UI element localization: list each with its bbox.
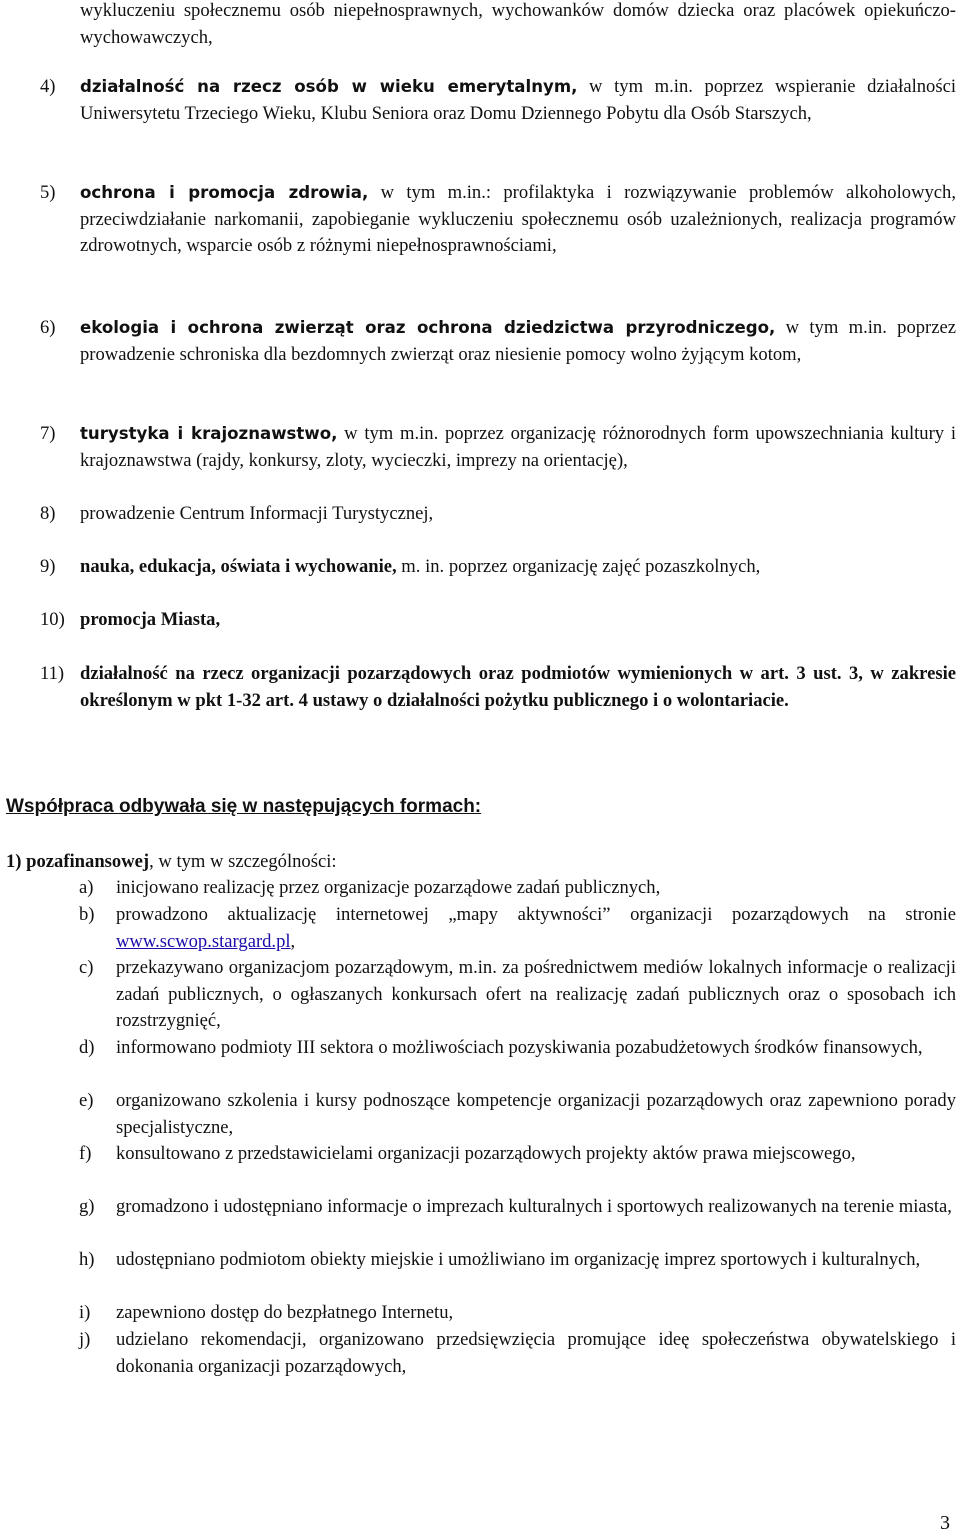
- item-rest-text: w tym m.in. poprzez prowadzenie schroniska dla bezdomnych zwierząt oraz niesienie pomocy wolno żyjącym kotom,: [80, 317, 956, 365]
- section-1-title: [6, 849, 946, 876]
- sub-item-letter: h): [79, 1249, 95, 1270]
- item-number: 10): [40, 609, 65, 630]
- sub-item-text-after: ,: [290, 930, 296, 952]
- item-text: [80, 180, 956, 260]
- item-bold-text: ekologia i ochrona zwierząt oraz ochrona dziedzictwa przyrodniczego,: [80, 318, 776, 337]
- section-1-bold: 1) pozafinansowej: [6, 851, 150, 872]
- paragraph-continuation: wykluczeniu społecznemu osób niepełnosprawnych, wychowanków domów dziecka oraz placówek opiekuńczo- wychowawczych,: [80, 0, 956, 48]
- list-item-10: [40, 607, 956, 634]
- page-number: 3: [940, 1512, 950, 1534]
- item-text: [80, 315, 956, 368]
- sub-item-d: [79, 1035, 956, 1062]
- item-number: 11): [40, 663, 65, 684]
- item-number: 8): [40, 503, 56, 524]
- sub-item-text: przekazywano organizacjom pozarządowym, m.in. za pośrednictwem mediów lokalnych informacje o realizacji zadań publicznych, o ogłaszanych konkursach ofert na realizację zadań publicznych oraz o sposobach ich rozstrzygnięć,: [116, 957, 956, 1031]
- sub-item-i: [79, 1300, 956, 1327]
- sub-item-letter: j): [79, 1329, 91, 1350]
- sub-item-letter: a): [79, 877, 94, 898]
- item-number: 5): [40, 182, 56, 203]
- website-link[interactable]: www.scwop.stargard.pl: [116, 930, 291, 952]
- list-item-5: [40, 180, 956, 260]
- sub-item-text: udzielano rekomendacji, organizowano przedsięwzięcia promujące ideę społeczeństwa obywatelskiego i dokonania organizacji pozarządowych,: [116, 1329, 956, 1377]
- sub-item-g: [79, 1194, 956, 1221]
- sub-item-letter: g): [79, 1196, 95, 1217]
- sub-item-letter: i): [79, 1302, 91, 1323]
- item-bold-text: działalność na rzecz osób w wieku emerytalnym,: [80, 77, 578, 96]
- sub-item-letter: d): [79, 1037, 95, 1058]
- sub-item-letter: e): [79, 1090, 94, 1111]
- item-number: 7): [40, 423, 56, 444]
- sub-item-h: [79, 1247, 956, 1274]
- list-item-11: [40, 661, 956, 714]
- list-item-6: [40, 315, 956, 368]
- sub-item-text: informowano podmioty III sektora o możliwościach pozyskiwania pozabudżetowych środków finansowych,: [116, 1037, 923, 1058]
- sub-item-text: udostępniano podmiotom obiekty miejskie i umożliwiano im organizację imprez sportowych i kulturalnych,: [116, 1249, 921, 1270]
- sub-item-a: [79, 875, 956, 902]
- sub-item-letter: f): [79, 1143, 92, 1164]
- item-text: [80, 607, 956, 634]
- list-item-8: [40, 501, 956, 528]
- item-bold-text: turystyka i krajoznawstwo,: [80, 424, 338, 443]
- section-1-rest: , w tym w szczególności:: [149, 851, 337, 872]
- list-item-7: [40, 421, 956, 474]
- list-item-9: [40, 554, 956, 581]
- item-text: [80, 74, 956, 127]
- sub-item-text: konsultowano z przedstawicielami organizacji pozarządowych projekty aktów prawa miejscowego,: [116, 1143, 856, 1164]
- sub-item-e: [79, 1088, 956, 1141]
- list-item-4: [40, 74, 956, 127]
- sub-item-b: [79, 902, 956, 955]
- item-bold-text: działalność na rzecz organizacji pozarządowych oraz podmiotów wymienionych w art. 3 ust. 3, w zakresie określonym w pkt 1-32 art. 4 ustawy o działalności pożytku publicznego i o wolontariacie.: [80, 663, 956, 711]
- sub-item-text: [116, 902, 956, 955]
- sub-item-letter: c): [79, 957, 94, 978]
- item-rest-text: w tym m.in. poprzez organizację różnorodnych form upowszechniania kultury i krajoznawstwa (rajdy, konkursy, zloty, wycieczki, imprezy na orientację),: [80, 423, 956, 471]
- item-text: [80, 501, 956, 528]
- sub-item-j: [79, 1327, 956, 1380]
- item-number: 4): [40, 76, 56, 97]
- item-text: [80, 421, 956, 474]
- sub-item-text: inicjowano realizację przez organizacje pozarządowe zadań publicznych,: [116, 877, 661, 898]
- item-rest-text: w tym m.in. poprzez wspieranie działalności Uniwersytetu Trzeciego Wieku, Klubu Seniora oraz Domu Dziennego Pobytu dla Osób Starszych,: [80, 76, 956, 124]
- item-number: 9): [40, 556, 56, 577]
- sub-item-c: [79, 955, 956, 1035]
- item-bold-text: promocja Miasta,: [80, 609, 221, 630]
- item-text: [80, 554, 956, 581]
- item-text: [80, 661, 956, 714]
- item-rest-text: w tym m.in.: profilaktyka i rozwiązywanie problemów alkoholowych, przeciwdziałanie narkomanii, zapobieganie wykluczeniu społecznemu osób uzależnionych, realizacja programów zdrowotnych, wsparcie osób z różnymi niepełnosprawnościami,: [80, 182, 956, 256]
- section-heading: Współpraca odbywała się w następujących formach:: [6, 796, 482, 817]
- item-rest-text: prowadzenie Centrum Informacji Turystycznej,: [80, 503, 434, 524]
- sub-item-f: [79, 1141, 956, 1168]
- item-bold-text: ochrona i promocja zdrowia,: [80, 183, 369, 202]
- sub-item-text: zapewniono dostęp do bezpłatnego Internetu,: [116, 1302, 454, 1323]
- sub-item-text: gromadzono i udostępniano informacje o imprezach kulturalnych i sportowych realizowanych na terenie miasta,: [116, 1196, 952, 1217]
- item-rest-text: m. in. poprzez organizację zajęć pozaszkolnych,: [396, 556, 761, 577]
- item-number: 6): [40, 317, 56, 338]
- sub-item-letter: b): [79, 904, 95, 925]
- sub-item-text: organizowano szkolenia i kursy podnoszące kompetencje organizacji pozarządowych oraz zapewniono porady specjalistyczne,: [116, 1090, 956, 1138]
- item-bold-text: nauka, edukacja, oświata i wychowanie,: [80, 556, 397, 577]
- sub-item-text-main: prowadzono aktualizację internetowej „mapy aktywności” organizacji pozarządowych na stronie: [116, 904, 956, 925]
